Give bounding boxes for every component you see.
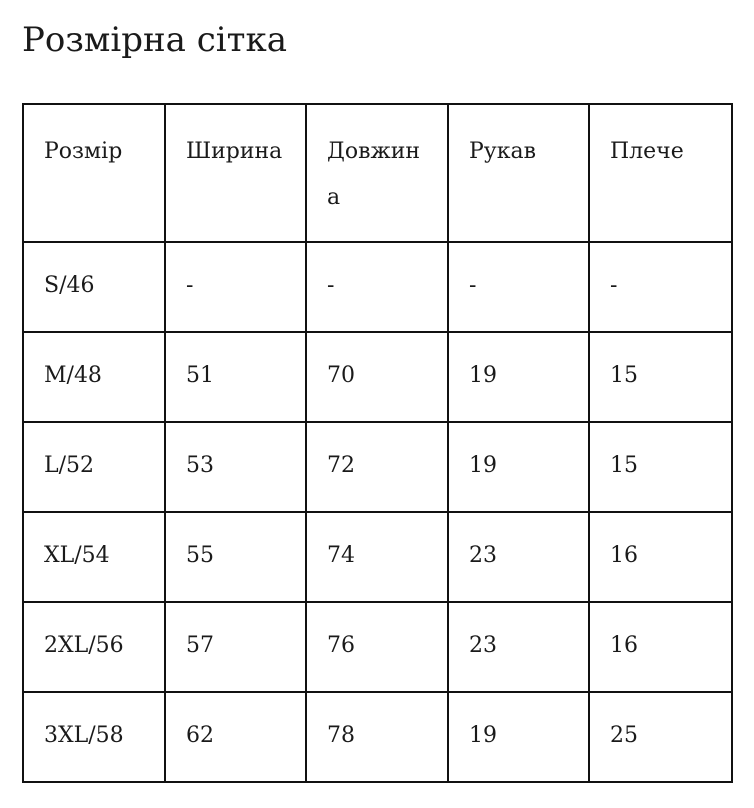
table-row [23,602,732,692]
cell-width: 51 [165,332,306,422]
cell-width: - [165,242,306,332]
cell-sleeve: 19 [448,332,589,422]
table-row [23,242,732,332]
cell-size: XL/54 [23,512,165,602]
cell-shoulder: 16 [589,512,732,602]
header-cell-width: Ширина [165,104,306,242]
header-cell-shoulder: Плече [589,104,732,242]
cell-width: 53 [165,422,306,512]
cell-length: 74 [306,512,448,602]
cell-width: 62 [165,692,306,782]
table-header-row [23,104,732,242]
cell-size: L/52 [23,422,165,512]
cell-width: 55 [165,512,306,602]
table-row [23,422,732,512]
cell-width: 57 [165,602,306,692]
header-cell-size: Розмір [23,104,165,242]
cell-size: 2XL/56 [23,602,165,692]
cell-sleeve: 19 [448,692,589,782]
cell-length: 72 [306,422,448,512]
cell-sleeve: - [448,242,589,332]
page-title: Розмірна сітка [22,20,287,60]
cell-shoulder: 25 [589,692,732,782]
cell-size: M/48 [23,332,165,422]
cell-sleeve: 23 [448,602,589,692]
cell-length: 76 [306,602,448,692]
table-row [23,692,732,782]
header-cell-sleeve: Рукав [448,104,589,242]
table-row [23,332,732,422]
size-chart-table [22,103,733,783]
table-row [23,512,732,602]
cell-size: 3XL/58 [23,692,165,782]
cell-length: - [306,242,448,332]
cell-length: 70 [306,332,448,422]
cell-length: 78 [306,692,448,782]
cell-shoulder: 16 [589,602,732,692]
cell-size: S/46 [23,242,165,332]
cell-shoulder: 15 [589,332,732,422]
cell-shoulder: - [589,242,732,332]
header-cell-length: Довжина [306,104,448,242]
cell-shoulder: 15 [589,422,732,512]
cell-sleeve: 19 [448,422,589,512]
cell-sleeve: 23 [448,512,589,602]
